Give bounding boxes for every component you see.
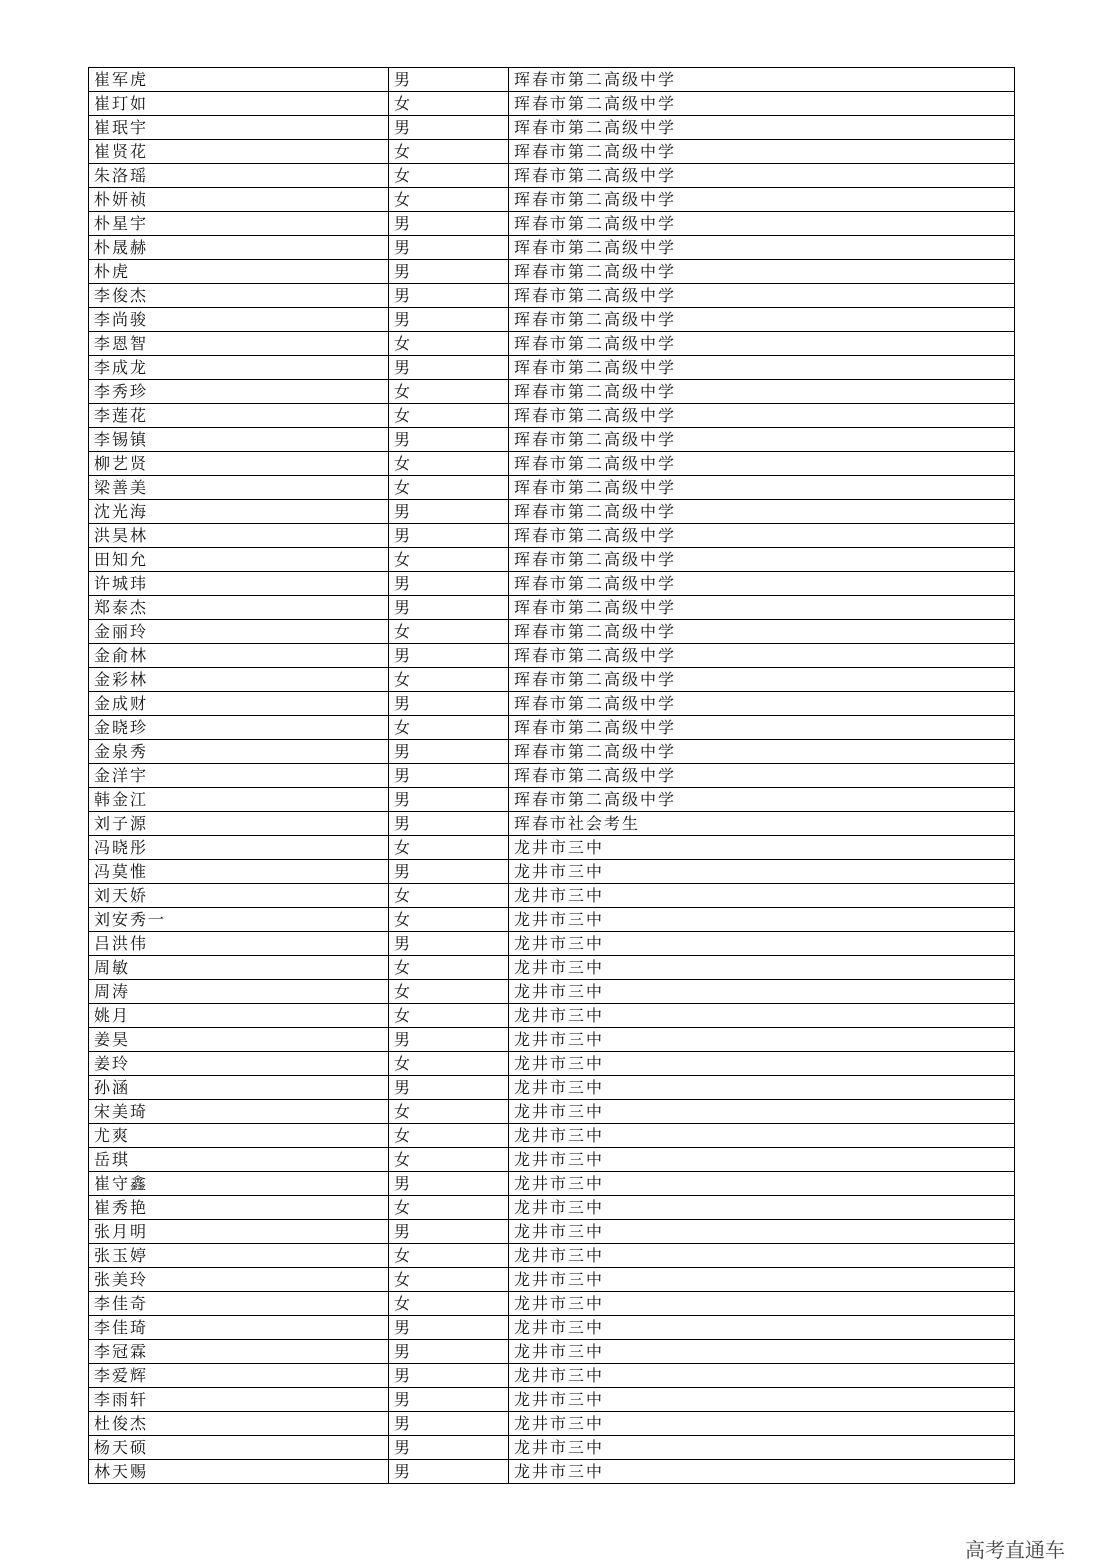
table-row	[89, 356, 1015, 380]
school-cell: 珲春市第二高级中学	[509, 644, 1015, 668]
gender-cell: 女	[389, 1004, 509, 1028]
school-cell: 珲春市第二高级中学	[509, 524, 1015, 548]
table-row	[89, 932, 1015, 956]
name-cell: 李莲花	[89, 404, 389, 428]
school-cell: 珲春市社会考生	[509, 812, 1015, 836]
name-cell: 朴晟赫	[89, 236, 389, 260]
school-cell: 龙井市三中	[509, 1004, 1015, 1028]
name-cell: 李佳奇	[89, 1292, 389, 1316]
school-cell: 龙井市三中	[509, 980, 1015, 1004]
school-cell: 龙井市三中	[509, 1148, 1015, 1172]
gender-cell: 女	[389, 332, 509, 356]
table-row	[89, 380, 1015, 404]
gender-cell: 男	[389, 116, 509, 140]
school-cell: 珲春市第二高级中学	[509, 332, 1015, 356]
school-cell: 龙井市三中	[509, 884, 1015, 908]
gender-cell: 女	[389, 1148, 509, 1172]
gender-cell: 男	[389, 812, 509, 836]
school-cell: 珲春市第二高级中学	[509, 500, 1015, 524]
gender-cell: 女	[389, 668, 509, 692]
name-cell: 宋美琦	[89, 1100, 389, 1124]
table-row	[89, 956, 1015, 980]
table-row	[89, 1052, 1015, 1076]
school-cell: 龙井市三中	[509, 1436, 1015, 1460]
school-cell: 龙井市三中	[509, 1460, 1015, 1484]
table-row	[89, 284, 1015, 308]
name-cell: 崔秀艳	[89, 1196, 389, 1220]
table-row	[89, 884, 1015, 908]
name-cell: 李俊杰	[89, 284, 389, 308]
school-cell: 珲春市第二高级中学	[509, 452, 1015, 476]
table-row	[89, 500, 1015, 524]
gender-cell: 女	[389, 548, 509, 572]
school-cell: 珲春市第二高级中学	[509, 260, 1015, 284]
name-cell: 吕洪伟	[89, 932, 389, 956]
gender-cell: 女	[389, 908, 509, 932]
name-cell: 崔玎如	[89, 92, 389, 116]
school-cell: 珲春市第二高级中学	[509, 764, 1015, 788]
name-cell: 刘安秀一	[89, 908, 389, 932]
table-row	[89, 1436, 1015, 1460]
table-row	[89, 572, 1015, 596]
name-cell: 崔军虎	[89, 68, 389, 92]
table-row	[89, 1172, 1015, 1196]
gender-cell: 男	[389, 1388, 509, 1412]
name-cell: 崔守鑫	[89, 1172, 389, 1196]
gender-cell: 女	[389, 1196, 509, 1220]
gender-cell: 女	[389, 404, 509, 428]
table-row	[89, 764, 1015, 788]
name-cell: 杜俊杰	[89, 1412, 389, 1436]
name-cell: 田知允	[89, 548, 389, 572]
name-cell: 孙涵	[89, 1076, 389, 1100]
table-row	[89, 908, 1015, 932]
name-cell: 李尚骏	[89, 308, 389, 332]
school-cell: 龙井市三中	[509, 860, 1015, 884]
name-cell: 朴星宇	[89, 212, 389, 236]
school-cell: 龙井市三中	[509, 1292, 1015, 1316]
gender-cell: 女	[389, 1124, 509, 1148]
school-cell: 龙井市三中	[509, 1220, 1015, 1244]
name-cell: 沈光海	[89, 500, 389, 524]
gender-cell: 男	[389, 308, 509, 332]
school-cell: 龙井市三中	[509, 836, 1015, 860]
name-cell: 姜昊	[89, 1028, 389, 1052]
table-row	[89, 188, 1015, 212]
gender-cell: 男	[389, 596, 509, 620]
gender-cell: 男	[389, 860, 509, 884]
gender-cell: 男	[389, 1364, 509, 1388]
table-row	[89, 308, 1015, 332]
gender-cell: 男	[389, 1460, 509, 1484]
school-cell: 龙井市三中	[509, 1388, 1015, 1412]
gender-cell: 女	[389, 884, 509, 908]
gender-cell: 女	[389, 956, 509, 980]
table-row	[89, 452, 1015, 476]
name-cell: 周涛	[89, 980, 389, 1004]
name-cell: 金成财	[89, 692, 389, 716]
name-cell: 朴虎	[89, 260, 389, 284]
school-cell: 龙井市三中	[509, 1412, 1015, 1436]
school-cell: 珲春市第二高级中学	[509, 188, 1015, 212]
name-cell: 许城玮	[89, 572, 389, 596]
school-cell: 龙井市三中	[509, 1100, 1015, 1124]
table-row	[89, 620, 1015, 644]
school-cell: 珲春市第二高级中学	[509, 788, 1015, 812]
gender-cell: 女	[389, 620, 509, 644]
gender-cell: 男	[389, 644, 509, 668]
gender-cell: 女	[389, 188, 509, 212]
table-row	[89, 1412, 1015, 1436]
school-cell: 龙井市三中	[509, 1028, 1015, 1052]
school-cell: 珲春市第二高级中学	[509, 308, 1015, 332]
name-cell: 金晓珍	[89, 716, 389, 740]
table-row	[89, 1028, 1015, 1052]
name-cell: 朴妍祯	[89, 188, 389, 212]
name-cell: 姜玲	[89, 1052, 389, 1076]
name-cell: 金彩林	[89, 668, 389, 692]
table-row	[89, 404, 1015, 428]
table-row	[89, 476, 1015, 500]
table-row	[89, 1004, 1015, 1028]
table-row	[89, 548, 1015, 572]
name-cell: 张月明	[89, 1220, 389, 1244]
gender-cell: 男	[389, 284, 509, 308]
school-cell: 珲春市第二高级中学	[509, 164, 1015, 188]
gender-cell: 男	[389, 788, 509, 812]
table-row	[89, 1460, 1015, 1484]
gender-cell: 男	[389, 1316, 509, 1340]
school-cell: 珲春市第二高级中学	[509, 476, 1015, 500]
gender-cell: 男	[389, 236, 509, 260]
table-row	[89, 1220, 1015, 1244]
name-cell: 李恩智	[89, 332, 389, 356]
school-cell: 龙井市三中	[509, 1340, 1015, 1364]
gender-cell: 男	[389, 1076, 509, 1100]
name-cell: 刘子源	[89, 812, 389, 836]
table-row	[89, 980, 1015, 1004]
table-row	[89, 524, 1015, 548]
school-cell: 珲春市第二高级中学	[509, 284, 1015, 308]
table-row	[89, 212, 1015, 236]
name-cell: 杨天硕	[89, 1436, 389, 1460]
name-cell: 李成龙	[89, 356, 389, 380]
table-row	[89, 236, 1015, 260]
gender-cell: 男	[389, 572, 509, 596]
name-cell: 李爱辉	[89, 1364, 389, 1388]
name-cell: 金泉秀	[89, 740, 389, 764]
name-cell: 岳琪	[89, 1148, 389, 1172]
school-cell: 龙井市三中	[509, 1124, 1015, 1148]
gender-cell: 男	[389, 524, 509, 548]
gender-cell: 男	[389, 764, 509, 788]
name-cell: 李锡镇	[89, 428, 389, 452]
school-cell: 珲春市第二高级中学	[509, 236, 1015, 260]
name-cell: 李雨轩	[89, 1388, 389, 1412]
gender-cell: 男	[389, 1172, 509, 1196]
gender-cell: 女	[389, 476, 509, 500]
name-cell: 张玉婷	[89, 1244, 389, 1268]
school-cell: 珲春市第二高级中学	[509, 92, 1015, 116]
school-cell: 珲春市第二高级中学	[509, 692, 1015, 716]
school-cell: 珲春市第二高级中学	[509, 596, 1015, 620]
gender-cell: 女	[389, 164, 509, 188]
table-row	[89, 1268, 1015, 1292]
table-row	[89, 1388, 1015, 1412]
table-row	[89, 1100, 1015, 1124]
name-cell: 金丽玲	[89, 620, 389, 644]
name-cell: 尤爽	[89, 1124, 389, 1148]
table-row	[89, 332, 1015, 356]
name-cell: 冯莫惟	[89, 860, 389, 884]
gender-cell: 男	[389, 1436, 509, 1460]
table-row	[89, 812, 1015, 836]
gender-cell: 男	[389, 356, 509, 380]
school-cell: 珲春市第二高级中学	[509, 140, 1015, 164]
gender-cell: 女	[389, 1268, 509, 1292]
school-cell: 龙井市三中	[509, 1364, 1015, 1388]
name-cell: 洪昊林	[89, 524, 389, 548]
watermark-text: 高考直通车	[965, 1538, 1065, 1562]
gender-cell: 男	[389, 740, 509, 764]
roster-body	[89, 68, 1015, 1484]
table-row	[89, 836, 1015, 860]
school-cell: 龙井市三中	[509, 1316, 1015, 1340]
gender-cell: 女	[389, 980, 509, 1004]
gender-cell: 女	[389, 1244, 509, 1268]
school-cell: 龙井市三中	[509, 1196, 1015, 1220]
gender-cell: 女	[389, 716, 509, 740]
table-row	[89, 1340, 1015, 1364]
name-cell: 金洋宇	[89, 764, 389, 788]
roster-table	[88, 67, 1015, 1484]
table-row	[89, 1196, 1015, 1220]
school-cell: 珲春市第二高级中学	[509, 356, 1015, 380]
gender-cell: 男	[389, 932, 509, 956]
school-cell: 珲春市第二高级中学	[509, 740, 1015, 764]
table-row	[89, 68, 1015, 92]
gender-cell: 男	[389, 500, 509, 524]
table-row	[89, 1076, 1015, 1100]
school-cell: 珲春市第二高级中学	[509, 404, 1015, 428]
name-cell: 柳艺贤	[89, 452, 389, 476]
school-cell: 珲春市第二高级中学	[509, 548, 1015, 572]
table-row	[89, 1244, 1015, 1268]
gender-cell: 女	[389, 836, 509, 860]
school-cell: 珲春市第二高级中学	[509, 212, 1015, 236]
school-cell: 龙井市三中	[509, 908, 1015, 932]
name-cell: 崔贤花	[89, 140, 389, 164]
name-cell: 姚月	[89, 1004, 389, 1028]
table-row	[89, 164, 1015, 188]
school-cell: 珲春市第二高级中学	[509, 572, 1015, 596]
table-row	[89, 668, 1015, 692]
name-cell: 李佳琦	[89, 1316, 389, 1340]
gender-cell: 女	[389, 380, 509, 404]
gender-cell: 男	[389, 1340, 509, 1364]
school-cell: 珲春市第二高级中学	[509, 428, 1015, 452]
table-row	[89, 596, 1015, 620]
name-cell: 金俞林	[89, 644, 389, 668]
gender-cell: 男	[389, 1220, 509, 1244]
school-cell: 珲春市第二高级中学	[509, 716, 1015, 740]
gender-cell: 男	[389, 1412, 509, 1436]
name-cell: 郑泰杰	[89, 596, 389, 620]
gender-cell: 女	[389, 1100, 509, 1124]
name-cell: 刘天娇	[89, 884, 389, 908]
table-row	[89, 116, 1015, 140]
name-cell: 冯晓彤	[89, 836, 389, 860]
gender-cell: 男	[389, 260, 509, 284]
gender-cell: 男	[389, 68, 509, 92]
name-cell: 朱洛瑶	[89, 164, 389, 188]
gender-cell: 男	[389, 212, 509, 236]
gender-cell: 女	[389, 1292, 509, 1316]
school-cell: 龙井市三中	[509, 1244, 1015, 1268]
name-cell: 李冠霖	[89, 1340, 389, 1364]
table-row	[89, 1364, 1015, 1388]
gender-cell: 女	[389, 92, 509, 116]
table-row	[89, 428, 1015, 452]
table-row	[89, 260, 1015, 284]
table-row	[89, 788, 1015, 812]
table-row	[89, 1292, 1015, 1316]
school-cell: 龙井市三中	[509, 956, 1015, 980]
table-row	[89, 1316, 1015, 1340]
gender-cell: 男	[389, 1028, 509, 1052]
gender-cell: 女	[389, 452, 509, 476]
table-row	[89, 860, 1015, 884]
table-row	[89, 1148, 1015, 1172]
school-cell: 龙井市三中	[509, 1076, 1015, 1100]
school-cell: 龙井市三中	[509, 932, 1015, 956]
name-cell: 梁善美	[89, 476, 389, 500]
school-cell: 珲春市第二高级中学	[509, 68, 1015, 92]
gender-cell: 女	[389, 140, 509, 164]
name-cell: 韩金江	[89, 788, 389, 812]
name-cell: 李秀珍	[89, 380, 389, 404]
school-cell: 珲春市第二高级中学	[509, 380, 1015, 404]
name-cell: 周敏	[89, 956, 389, 980]
table-row	[89, 716, 1015, 740]
table-row	[89, 140, 1015, 164]
table-row	[89, 1124, 1015, 1148]
gender-cell: 女	[389, 1052, 509, 1076]
gender-cell: 男	[389, 428, 509, 452]
school-cell: 珲春市第二高级中学	[509, 116, 1015, 140]
school-cell: 珲春市第二高级中学	[509, 668, 1015, 692]
school-cell: 龙井市三中	[509, 1268, 1015, 1292]
name-cell: 张美玲	[89, 1268, 389, 1292]
table-row	[89, 92, 1015, 116]
school-cell: 龙井市三中	[509, 1052, 1015, 1076]
gender-cell: 男	[389, 692, 509, 716]
name-cell: 崔珉宇	[89, 116, 389, 140]
name-cell: 林天赐	[89, 1460, 389, 1484]
table-row	[89, 740, 1015, 764]
table-row	[89, 692, 1015, 716]
school-cell: 龙井市三中	[509, 1172, 1015, 1196]
school-cell: 珲春市第二高级中学	[509, 620, 1015, 644]
table-row	[89, 644, 1015, 668]
